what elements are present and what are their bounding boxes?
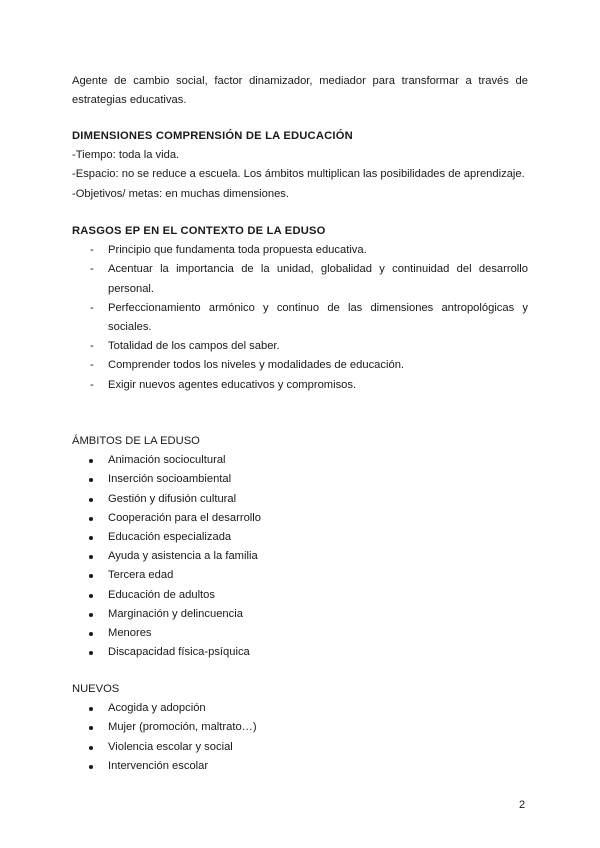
list-item: [72, 757, 528, 776]
bullet-icon: [89, 594, 93, 598]
list-item: [72, 509, 528, 528]
list-item: [72, 547, 528, 566]
dimensiones-section: [72, 127, 528, 204]
list-item: [72, 738, 528, 757]
list-item: [72, 260, 528, 298]
list-item-text: Perfeccionamiento armónico y continuo de las dimensiones antropológicas y sociales.: [108, 301, 528, 334]
dimension-line: -Tiempo: toda la vida.: [72, 149, 180, 162]
dash-marker: -: [90, 340, 94, 353]
bullet-icon: [89, 555, 93, 559]
list-item-text: Cooperación para el desarrollo: [108, 511, 261, 524]
bullet-icon: [89, 517, 93, 521]
bullet-icon: [89, 632, 93, 636]
bullet-icon: [89, 707, 93, 711]
bullet-icon: [89, 536, 93, 540]
list-item-text: Marginación y delincuencia: [108, 607, 243, 620]
list-item: [72, 643, 528, 662]
bullet-icon: [89, 574, 93, 578]
bullet-icon: [89, 498, 93, 502]
ambitos-list: [72, 451, 528, 662]
rasgos-heading: RASGOS EP EN EL CONTEXTO DE LA EDUSO: [72, 225, 326, 237]
list-item: [72, 451, 528, 470]
list-item-text: Discapacidad física-psíquica: [108, 646, 250, 659]
list-item: [72, 241, 528, 260]
dash-marker: -: [90, 263, 94, 276]
list-item-text: Animación sociocultural: [108, 454, 226, 467]
list-item-text: Inserción socioambiental: [108, 473, 232, 486]
dash-marker: -: [90, 301, 94, 314]
bullet-icon: [89, 765, 93, 769]
list-item: [72, 337, 528, 356]
list-item: [72, 605, 528, 624]
dimensiones-heading: DIMENSIONES COMPRENSIÓN DE LA EDUCACIÓN: [72, 130, 353, 142]
nuevos-section: [72, 680, 528, 776]
intro-paragraph: [72, 72, 528, 110]
ambitos-heading: ÁMBITOS DE LA EDUSO: [72, 435, 200, 447]
list-item: [72, 470, 528, 489]
nuevos-list: [72, 699, 528, 776]
list-item: [72, 586, 528, 605]
list-item-text: Gestión y difusión cultural: [108, 492, 237, 505]
intro-text: Agente de cambio social, factor dinamizador, mediador para transformar a través de estrategias educativas.: [72, 75, 528, 106]
list-item-text: Acentuar la importancia de la unidad, globalidad y continuidad del desarrollo personal.: [108, 263, 528, 295]
list-item: [72, 699, 528, 718]
bullet-icon: [89, 459, 93, 463]
list-item: [72, 718, 528, 737]
list-item-text: Educación especializada: [108, 531, 232, 544]
list-item: [72, 566, 528, 585]
list-item-text: Educación de adultos: [108, 588, 215, 601]
page-number: 2: [519, 799, 526, 811]
list-item-text: Acogida y adopción: [108, 702, 206, 715]
rasgos-section: [72, 222, 528, 395]
dimension-line: -Objetivos/ metas: en muchas dimensiones.: [72, 187, 290, 200]
nuevos-heading: NUEVOS: [72, 683, 120, 695]
bullet-icon: [89, 726, 93, 730]
dash-marker: -: [90, 359, 94, 372]
list-item: [72, 490, 528, 509]
bullet-icon: [89, 613, 93, 617]
list-item-text: Intervención escolar: [108, 759, 209, 772]
dimension-line: -Espacio: no se reduce a escuela. Los ámbitos multiplican las posibilidades de aprendizaje.: [72, 168, 525, 181]
bullet-icon: [89, 746, 93, 750]
bullet-icon: [89, 651, 93, 655]
list-item: [72, 624, 528, 643]
dash-marker: -: [90, 378, 94, 391]
list-item: [72, 376, 528, 395]
bullet-icon: [89, 478, 93, 482]
ambitos-section: [72, 432, 528, 662]
list-item-text: Comprender todos los niveles y modalidades de educación.: [108, 359, 405, 372]
list-item-text: Violencia escolar y social: [108, 740, 233, 753]
list-item-text: Tercera edad: [108, 569, 174, 582]
list-item-text: Principio que fundamenta toda propuesta educativa.: [108, 244, 367, 257]
list-item: [72, 528, 528, 547]
list-item-text: Menores: [108, 627, 152, 640]
list-item-text: Exigir nuevos agentes educativos y compromisos.: [108, 378, 357, 391]
list-item-text: Ayuda y asistencia a la familia: [108, 550, 258, 563]
list-item: [72, 299, 528, 337]
dash-marker: -: [90, 244, 94, 257]
rasgos-list: [72, 241, 528, 395]
list-item: [72, 356, 528, 375]
list-item-text: Mujer (promoción, maltrato…): [108, 721, 257, 734]
list-item-text: Totalidad de los campos del saber.: [108, 340, 280, 353]
